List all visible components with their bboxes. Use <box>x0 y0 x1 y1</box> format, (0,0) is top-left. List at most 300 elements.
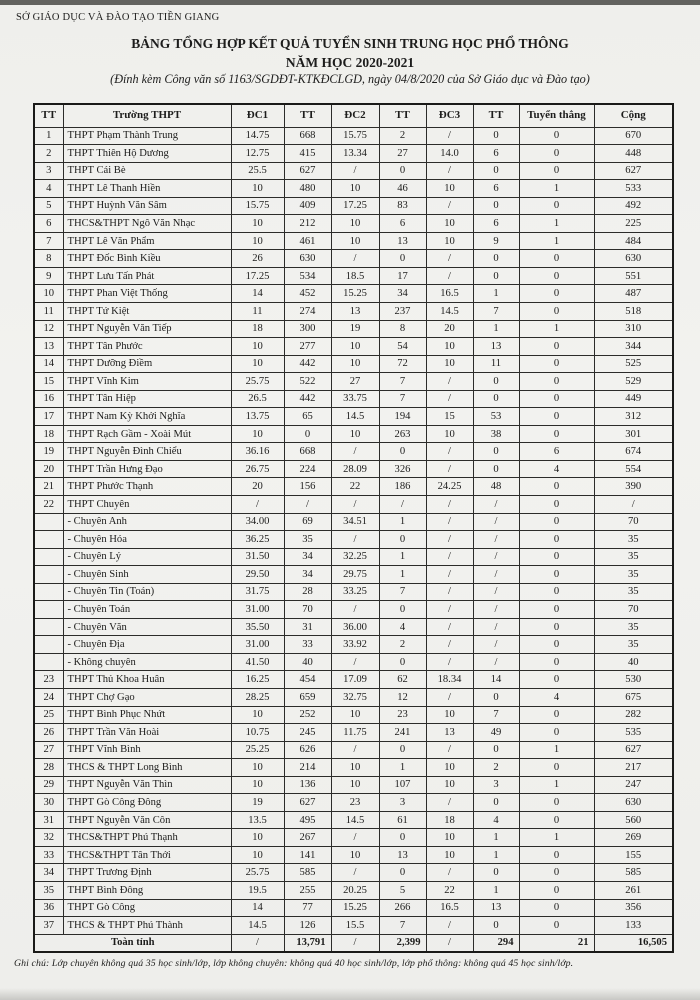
school-name-cell: - Chuyên Địa <box>63 636 231 654</box>
value-cell: 10 <box>331 215 379 233</box>
value-cell: 0 <box>379 829 426 847</box>
table-row <box>34 671 673 689</box>
value-cell: 31.00 <box>231 636 284 654</box>
value-cell: 310 <box>594 320 673 338</box>
value-cell: 1 <box>519 741 594 759</box>
row-index-cell: 35 <box>34 882 63 900</box>
value-cell: 10 <box>231 338 284 356</box>
value-cell: 0 <box>519 601 594 619</box>
value-cell: 35 <box>594 566 673 584</box>
school-name-cell: THPT Tân Phước <box>63 338 231 356</box>
value-cell: 0 <box>379 162 426 180</box>
school-name-cell: THPT Huỳnh Văn Sâm <box>63 197 231 215</box>
row-index-cell: 6 <box>34 215 63 233</box>
value-cell: 0 <box>519 197 594 215</box>
value-cell: 10 <box>231 759 284 777</box>
value-cell: 10 <box>331 706 379 724</box>
value-cell: 70 <box>594 513 673 531</box>
value-cell: 53 <box>473 408 519 426</box>
value-cell: 535 <box>594 724 673 742</box>
school-name-cell: THPT Nguyễn Văn Côn <box>63 811 231 829</box>
school-name-cell: THPT Vĩnh Bình <box>63 741 231 759</box>
row-index-cell: 1 <box>34 127 63 145</box>
value-cell: 0 <box>519 917 594 935</box>
school-name-cell: THPT Chợ Gạo <box>63 689 231 707</box>
school-name-cell: THPT Nam Kỳ Khởi Nghĩa <box>63 408 231 426</box>
value-cell: 25.5 <box>231 162 284 180</box>
value-cell: 0 <box>379 601 426 619</box>
value-cell: 263 <box>379 425 426 443</box>
value-cell: 282 <box>594 706 673 724</box>
value-cell: 72 <box>379 355 426 373</box>
value-cell: 0 <box>519 373 594 391</box>
value-cell: / <box>473 653 519 671</box>
value-cell: 31 <box>284 618 331 636</box>
school-name-cell: THPT Tân Hiệp <box>63 390 231 408</box>
value-cell: 1 <box>473 829 519 847</box>
value-cell: 10 <box>231 706 284 724</box>
value-cell: 35 <box>594 618 673 636</box>
value-cell: 551 <box>594 267 673 285</box>
school-name-cell: THPT Trần Hưng Đạo <box>63 460 231 478</box>
value-cell: 449 <box>594 390 673 408</box>
value-cell: 15.5 <box>331 917 379 935</box>
school-name-cell: - Chuyên Lý <box>63 548 231 566</box>
value-cell: 10 <box>426 759 473 777</box>
table-row <box>34 636 673 654</box>
column-header: Trường THPT <box>63 104 231 127</box>
value-cell: 70 <box>594 601 673 619</box>
value-cell: 0 <box>473 864 519 882</box>
value-cell: 0 <box>379 741 426 759</box>
value-cell: 18 <box>426 811 473 829</box>
value-cell: 267 <box>284 829 331 847</box>
value-cell: 1 <box>379 566 426 584</box>
value-cell: 670 <box>594 127 673 145</box>
value-cell: 277 <box>284 338 331 356</box>
row-index-cell: 18 <box>34 425 63 443</box>
value-cell: / <box>473 548 519 566</box>
value-cell: 448 <box>594 145 673 163</box>
table-row <box>34 390 673 408</box>
value-cell: 16.5 <box>426 285 473 303</box>
school-name-cell: THPT Lê Thanh Hiền <box>63 180 231 198</box>
value-cell: 0 <box>519 127 594 145</box>
table-row <box>34 513 673 531</box>
value-cell: 17.25 <box>231 267 284 285</box>
value-cell: 15 <box>426 408 473 426</box>
value-cell: 10 <box>331 355 379 373</box>
value-cell: 10 <box>426 180 473 198</box>
total-value-cell: 294 <box>473 934 519 952</box>
value-cell: 136 <box>284 776 331 794</box>
value-cell: 0 <box>473 917 519 935</box>
school-name-cell: THPT Cái Bè <box>63 162 231 180</box>
value-cell: 6 <box>473 145 519 163</box>
row-index-cell: 17 <box>34 408 63 426</box>
value-cell: 627 <box>284 162 331 180</box>
value-cell: / <box>331 741 379 759</box>
value-cell: 0 <box>473 443 519 461</box>
value-cell: 10 <box>331 232 379 250</box>
value-cell: / <box>331 162 379 180</box>
value-cell: 6 <box>379 215 426 233</box>
row-index-cell: 22 <box>34 495 63 513</box>
value-cell: 34 <box>284 566 331 584</box>
value-cell: 10 <box>426 706 473 724</box>
value-cell: 1 <box>519 232 594 250</box>
value-cell: 19 <box>331 320 379 338</box>
row-index-cell: 16 <box>34 390 63 408</box>
table-row <box>34 864 673 882</box>
value-cell: 7 <box>379 373 426 391</box>
school-name-cell: THPT Phan Việt Thống <box>63 285 231 303</box>
value-cell: 28.09 <box>331 460 379 478</box>
value-cell: 18.34 <box>426 671 473 689</box>
row-index-cell <box>34 513 63 531</box>
value-cell: 1 <box>473 882 519 900</box>
value-cell: 0 <box>519 653 594 671</box>
value-cell: 0 <box>519 355 594 373</box>
table-row <box>34 232 673 250</box>
value-cell: 0 <box>519 408 594 426</box>
school-name-cell: THPT Bình Phục Nhứt <box>63 706 231 724</box>
value-cell: 9 <box>473 232 519 250</box>
school-name-cell: - Chuyên Sinh <box>63 566 231 584</box>
school-name-cell: THPT Phước Thạnh <box>63 478 231 496</box>
row-index-cell: 32 <box>34 829 63 847</box>
value-cell: 10 <box>231 215 284 233</box>
value-cell: 46 <box>379 180 426 198</box>
value-cell: 1 <box>519 320 594 338</box>
table-row <box>34 338 673 356</box>
value-cell: 11.75 <box>331 724 379 742</box>
column-header: TT <box>379 104 426 127</box>
value-cell: 674 <box>594 443 673 461</box>
value-cell: 0 <box>519 478 594 496</box>
value-cell: 326 <box>379 460 426 478</box>
value-cell: 10 <box>331 776 379 794</box>
value-cell: / <box>331 829 379 847</box>
value-cell: 442 <box>284 390 331 408</box>
value-cell: 13 <box>379 232 426 250</box>
value-cell: / <box>473 583 519 601</box>
value-cell: 6 <box>519 443 594 461</box>
value-cell: 269 <box>594 829 673 847</box>
value-cell: / <box>331 531 379 549</box>
value-cell: 10 <box>331 338 379 356</box>
value-cell: 10 <box>231 846 284 864</box>
value-cell: 41.50 <box>231 653 284 671</box>
row-index-cell <box>34 566 63 584</box>
table-row <box>34 162 673 180</box>
value-cell: 0 <box>519 338 594 356</box>
value-cell: 212 <box>284 215 331 233</box>
value-cell: 34.51 <box>331 513 379 531</box>
table-row <box>34 724 673 742</box>
value-cell: / <box>331 250 379 268</box>
value-cell: 525 <box>594 355 673 373</box>
row-index-cell: 26 <box>34 724 63 742</box>
value-cell: 40 <box>284 653 331 671</box>
value-cell: 35 <box>594 548 673 566</box>
value-cell: 0 <box>519 636 594 654</box>
column-header: ĐC3 <box>426 104 473 127</box>
row-index-cell: 27 <box>34 741 63 759</box>
value-cell: 0 <box>519 250 594 268</box>
value-cell: 36.16 <box>231 443 284 461</box>
total-value-cell: 21 <box>519 934 594 952</box>
total-value-cell: 2,399 <box>379 934 426 952</box>
value-cell: 0 <box>519 531 594 549</box>
value-cell: 16.5 <box>426 899 473 917</box>
value-cell: 0 <box>519 671 594 689</box>
value-cell: 247 <box>594 776 673 794</box>
value-cell: 530 <box>594 671 673 689</box>
value-cell: 2 <box>379 636 426 654</box>
value-cell: 10 <box>231 829 284 847</box>
school-name-cell: THCS & THPT Long Bình <box>63 759 231 777</box>
value-cell: 3 <box>473 776 519 794</box>
value-cell: 0 <box>519 724 594 742</box>
value-cell: 29.75 <box>331 566 379 584</box>
value-cell: 10 <box>331 425 379 443</box>
value-cell: 62 <box>379 671 426 689</box>
value-cell: 4 <box>519 689 594 707</box>
value-cell: 0 <box>519 759 594 777</box>
table-row <box>34 882 673 900</box>
value-cell: 13.75 <box>231 408 284 426</box>
table-row <box>34 846 673 864</box>
value-cell: / <box>284 495 331 513</box>
value-cell: 2 <box>379 127 426 145</box>
school-name-cell: THPT Phạm Thành Trung <box>63 127 231 145</box>
value-cell: 126 <box>284 917 331 935</box>
value-cell: 0 <box>519 583 594 601</box>
value-cell: 65 <box>284 408 331 426</box>
value-cell: / <box>426 373 473 391</box>
school-name-cell: THPT Gò Công <box>63 899 231 917</box>
school-name-cell: - Chuyên Văn <box>63 618 231 636</box>
value-cell: 1 <box>519 215 594 233</box>
value-cell: / <box>426 601 473 619</box>
value-cell: 585 <box>594 864 673 882</box>
school-name-cell: THCS&THPT Phú Thạnh <box>63 829 231 847</box>
row-index-cell: 10 <box>34 285 63 303</box>
value-cell: 22 <box>331 478 379 496</box>
row-index-cell <box>34 653 63 671</box>
value-cell: 34.00 <box>231 513 284 531</box>
table-row <box>34 460 673 478</box>
value-cell: / <box>426 636 473 654</box>
value-cell: 31.00 <box>231 601 284 619</box>
value-cell: 14 <box>231 285 284 303</box>
table-row <box>34 794 673 812</box>
school-name-cell: THPT Trần Văn Hoài <box>63 724 231 742</box>
value-cell: 7 <box>473 302 519 320</box>
value-cell: 492 <box>594 197 673 215</box>
value-cell: 33.92 <box>331 636 379 654</box>
value-cell: / <box>594 495 673 513</box>
school-name-cell: THPT Thiên Hộ Dương <box>63 145 231 163</box>
value-cell: 415 <box>284 145 331 163</box>
value-cell: / <box>426 794 473 812</box>
value-cell: 61 <box>379 811 426 829</box>
row-index-cell: 20 <box>34 460 63 478</box>
row-index-cell: 5 <box>34 197 63 215</box>
table-row <box>34 425 673 443</box>
value-cell: 266 <box>379 899 426 917</box>
value-cell: 15.25 <box>331 899 379 917</box>
value-cell: / <box>426 513 473 531</box>
value-cell: / <box>473 531 519 549</box>
value-cell: / <box>331 443 379 461</box>
value-cell: 1 <box>379 759 426 777</box>
value-cell: 14.75 <box>231 127 284 145</box>
value-cell: 0 <box>519 566 594 584</box>
value-cell: 495 <box>284 811 331 829</box>
value-cell: 1 <box>519 776 594 794</box>
table-row <box>34 250 673 268</box>
school-name-cell: - Chuyên Hóa <box>63 531 231 549</box>
value-cell: 13.34 <box>331 145 379 163</box>
value-cell: 10 <box>426 338 473 356</box>
value-cell: 630 <box>284 250 331 268</box>
value-cell: 29.50 <box>231 566 284 584</box>
value-cell: 10 <box>231 232 284 250</box>
value-cell: 0 <box>379 653 426 671</box>
scan-edge-artifact <box>0 0 700 5</box>
total-value-cell: 16,505 <box>594 934 673 952</box>
value-cell: / <box>473 636 519 654</box>
value-cell: 32.25 <box>331 548 379 566</box>
value-cell: 0 <box>379 864 426 882</box>
value-cell: 14 <box>473 671 519 689</box>
value-cell: 585 <box>284 864 331 882</box>
school-name-cell: THPT Dưỡng Điềm <box>63 355 231 373</box>
value-cell: 69 <box>284 513 331 531</box>
value-cell: 17.09 <box>331 671 379 689</box>
row-index-cell: 2 <box>34 145 63 163</box>
value-cell: 24.25 <box>426 478 473 496</box>
value-cell: 0 <box>519 302 594 320</box>
value-cell: 156 <box>284 478 331 496</box>
value-cell: 141 <box>284 846 331 864</box>
value-cell: 533 <box>594 180 673 198</box>
row-index-cell: 30 <box>34 794 63 812</box>
table-row <box>34 443 673 461</box>
value-cell: / <box>426 618 473 636</box>
value-cell: 4 <box>379 618 426 636</box>
row-index-cell: 28 <box>34 759 63 777</box>
table-row <box>34 566 673 584</box>
total-value-cell: / <box>231 934 284 952</box>
value-cell: 4 <box>519 460 594 478</box>
value-cell: 35 <box>594 531 673 549</box>
value-cell: 675 <box>594 689 673 707</box>
row-index-cell: 3 <box>34 162 63 180</box>
row-index-cell: 21 <box>34 478 63 496</box>
table-row <box>34 197 673 215</box>
value-cell: 13 <box>426 724 473 742</box>
value-cell: 241 <box>379 724 426 742</box>
value-cell: / <box>426 741 473 759</box>
value-cell: 452 <box>284 285 331 303</box>
school-name-cell: THCS&THPT Ngô Văn Nhạc <box>63 215 231 233</box>
value-cell: 554 <box>594 460 673 478</box>
value-cell: 627 <box>594 162 673 180</box>
value-cell: 0 <box>473 390 519 408</box>
value-cell: 3 <box>379 794 426 812</box>
value-cell: 0 <box>519 513 594 531</box>
table-row <box>34 689 673 707</box>
value-cell: / <box>426 250 473 268</box>
value-cell: / <box>426 566 473 584</box>
value-cell: / <box>473 513 519 531</box>
school-name-cell: THPT Rạch Gầm - Xoài Mút <box>63 425 231 443</box>
table-row <box>34 355 673 373</box>
value-cell: 36.00 <box>331 618 379 636</box>
value-cell: 1 <box>519 180 594 198</box>
row-index-cell <box>34 618 63 636</box>
value-cell: 630 <box>594 794 673 812</box>
value-cell: 627 <box>594 741 673 759</box>
value-cell: 0 <box>379 250 426 268</box>
attachment-reference: (Đính kèm Công văn số 1163/SGDĐT-KTKĐCLGD, ngày 04/8/2020 của Sở Giáo dục và Đào tạo) <box>110 72 590 86</box>
value-cell: 17.25 <box>331 197 379 215</box>
value-cell: 0 <box>473 197 519 215</box>
value-cell: 35 <box>284 531 331 549</box>
value-cell: 659 <box>284 689 331 707</box>
value-cell: 40 <box>594 653 673 671</box>
school-name-cell: - Chuyên Toán <box>63 601 231 619</box>
value-cell: 7 <box>473 706 519 724</box>
footer-note: Ghi chú: Lớp chuyên không quá 35 học sinh/lớp, lớp không chuyên: không quá 40 học sinh/lớp, lớp phổ thông: không quá 45 học sinh/lớp. <box>14 958 574 969</box>
value-cell: / <box>426 443 473 461</box>
value-cell: / <box>426 689 473 707</box>
value-cell: 300 <box>284 320 331 338</box>
row-index-cell: 4 <box>34 180 63 198</box>
value-cell: 0 <box>519 267 594 285</box>
value-cell: / <box>331 495 379 513</box>
value-cell: 301 <box>594 425 673 443</box>
value-cell: 0 <box>284 425 331 443</box>
value-cell: 0 <box>519 794 594 812</box>
value-cell: 7 <box>379 390 426 408</box>
school-name-cell: THCS&THPT Tân Thới <box>63 846 231 864</box>
table-row <box>34 320 673 338</box>
table-row <box>34 495 673 513</box>
school-name-cell: - Chuyên Anh <box>63 513 231 531</box>
table-row <box>34 548 673 566</box>
value-cell: / <box>379 495 426 513</box>
value-cell: 0 <box>519 425 594 443</box>
value-cell: 12.75 <box>231 145 284 163</box>
value-cell: 0 <box>519 495 594 513</box>
row-index-cell: 25 <box>34 706 63 724</box>
value-cell: 10 <box>426 232 473 250</box>
value-cell: 0 <box>473 250 519 268</box>
value-cell: 14 <box>231 899 284 917</box>
table-row <box>34 478 673 496</box>
table-row <box>34 583 673 601</box>
value-cell: 14.5 <box>426 302 473 320</box>
value-cell: 0 <box>519 882 594 900</box>
value-cell: 23 <box>331 794 379 812</box>
value-cell: 245 <box>284 724 331 742</box>
value-cell: 20 <box>231 478 284 496</box>
value-cell: 1 <box>473 320 519 338</box>
